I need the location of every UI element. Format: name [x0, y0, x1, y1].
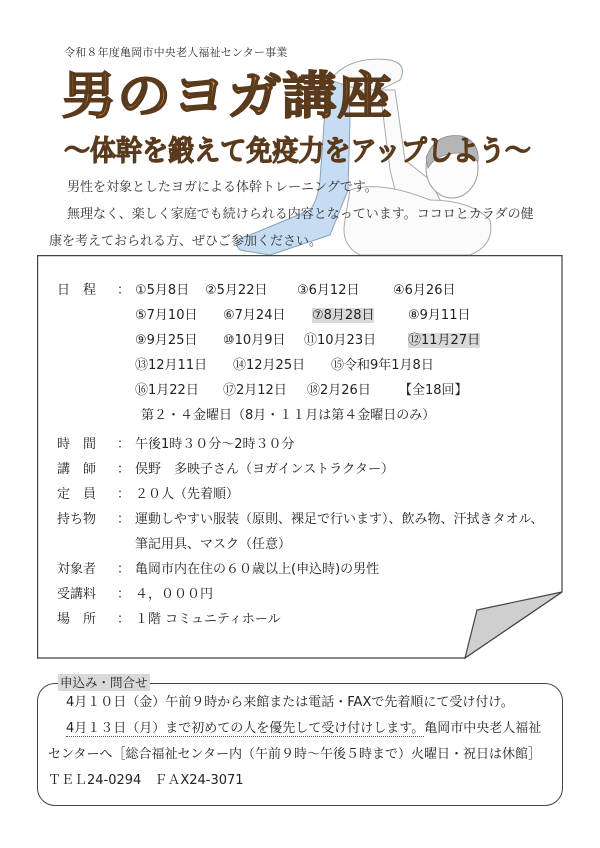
- inquiry-line-1: 4月１０日（金）午前９時から来館または電話・FAXで先着順にて受け付け。: [66, 695, 514, 710]
- date-1: ①5月8日: [135, 283, 190, 298]
- date-5: ⑤7月10日: [135, 308, 198, 323]
- intro-line-3: 康を考えておられる方、ぜひご参加ください。: [49, 234, 323, 249]
- date-16: ⑯1月22日: [135, 383, 199, 398]
- schedule-total: 【全18回】: [399, 383, 468, 398]
- date-8: ⑧9月11日: [408, 308, 471, 323]
- inquiry-line-3: センターへ［総合福祉センター内（午前９時～午後５時まで）火曜日・祝日は休館］: [48, 747, 541, 762]
- colon: ：: [117, 462, 131, 477]
- instructor-label: 講 師: [57, 462, 97, 477]
- venue-label: 場 所: [57, 612, 97, 627]
- colon: ：: [117, 512, 131, 527]
- date-18: ⑱2月26日: [307, 383, 371, 398]
- priority-note: 4月１３日（月）まで初めての人を優先して受け付けします。: [66, 721, 425, 736]
- schedule-label: 日 程: [57, 283, 97, 298]
- date-12-highlighted: ⑫11月27日: [408, 333, 481, 348]
- fee-label: 受講料: [57, 587, 97, 602]
- date-13: ⑬12月11日: [135, 358, 208, 373]
- inquiry-line-2-tail: 亀岡市中央老人福祉: [424, 721, 542, 736]
- inquiry-box: [37, 675, 563, 806]
- contact-numbers: ＴＥＬ24-0294 ＦＡX24-3071: [48, 773, 244, 788]
- date-6: ⑥7月24日: [223, 308, 286, 323]
- date-10: ⑩10月9日: [223, 333, 286, 348]
- capacity-value: ２０人（先着順）: [135, 487, 240, 502]
- date-15: ⑮令和9年1月8日: [331, 358, 434, 373]
- belongings-label: 持ち物: [57, 512, 97, 527]
- date-7-highlighted: ⑦8月28日: [312, 308, 375, 323]
- details-box: [37, 255, 562, 658]
- curled-paper-frame: [37, 255, 563, 659]
- date-14: ⑭12月25日: [233, 358, 306, 373]
- date-2: ②5月22日: [205, 283, 268, 298]
- colon: ：: [117, 587, 131, 602]
- fee-value: ４，０００円: [135, 587, 214, 602]
- page-title: 男のヨガ講座: [62, 67, 393, 125]
- colon: ：: [117, 283, 131, 298]
- inquiry-heading: 申込み・問合せ: [60, 675, 148, 690]
- organizer-line: 令和８年度亀岡市中央老人福祉センター事業: [64, 46, 288, 59]
- colon: ：: [117, 437, 131, 452]
- date-17: ⑰2月12日: [223, 383, 287, 398]
- belongings-value-line-2: 筆記用具、マスク（任意）: [135, 537, 292, 552]
- colon: ：: [117, 487, 131, 502]
- eligibility-value: 亀岡市内在住の６０歳以上(申込時)の男性: [135, 562, 380, 577]
- colon: ：: [117, 612, 131, 627]
- belongings-value-line-1: 運動しやすい服装（原則、裸足で行います）、飲み物、汗拭きタオル、: [135, 512, 544, 527]
- time-value: 午後1時３０分～2時３０分: [135, 437, 295, 452]
- date-4: ④6月26日: [393, 283, 456, 298]
- colon: ：: [117, 562, 131, 577]
- eligibility-label: 対象者: [57, 562, 97, 577]
- intro-line-1: 男性を対象としたヨガによる体幹トレーニングです。: [67, 180, 378, 195]
- inquiry-line-2: [66, 721, 541, 737]
- time-label: 時 間: [57, 437, 97, 452]
- page-subtitle: ～体幹を鍛えて免疫力をアップしよう～: [64, 134, 531, 167]
- capacity-label: 定 員: [57, 487, 97, 502]
- date-3: ③6月12日: [297, 283, 360, 298]
- date-11: ⑪10月23日: [304, 333, 377, 348]
- instructor-value: 俣野 多映子さん（ヨガインストラクター）: [135, 462, 394, 477]
- schedule-note: 第２・４金曜日（8月・１１月は第４金曜日のみ）: [141, 408, 436, 423]
- venue-value: １階 コミュニティホール: [135, 612, 281, 627]
- date-9: ⑨9月25日: [135, 333, 198, 348]
- intro-line-2: 無理なく、楽しく家庭でも続けられる内容となっています。ココロとカラダの健: [67, 207, 534, 222]
